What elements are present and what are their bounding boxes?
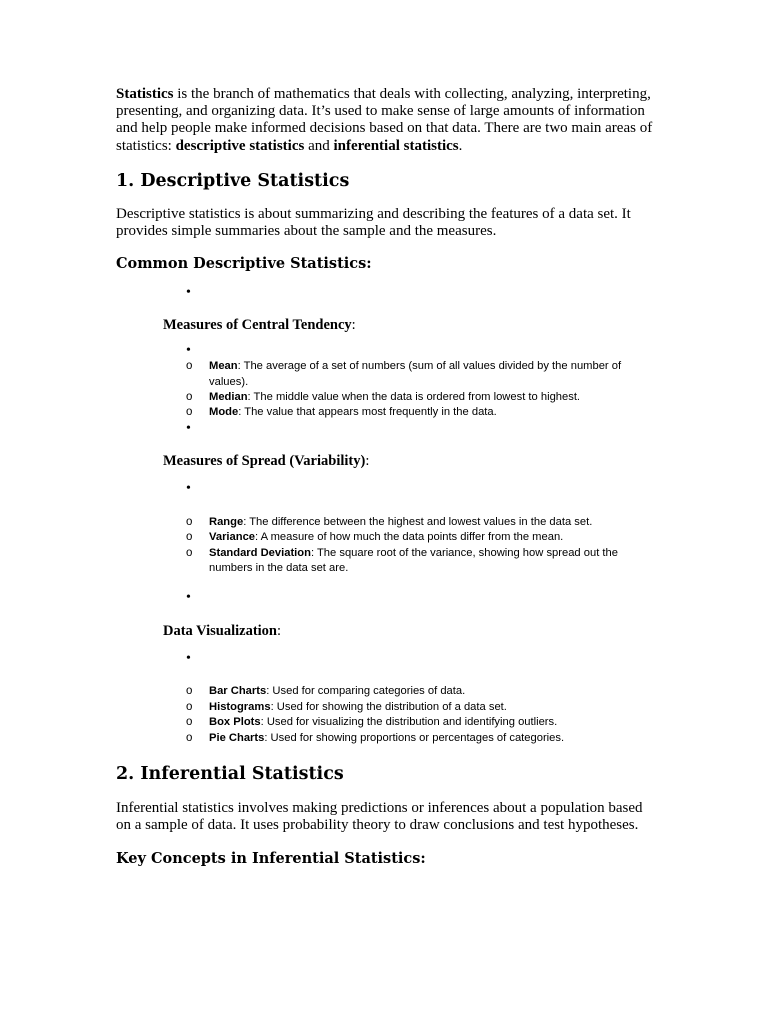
list-item [186, 390, 656, 405]
sub-bullet-glyph: o [186, 685, 193, 698]
list-item-term: Bar Charts [209, 685, 267, 698]
bullet-glyph: • [186, 343, 191, 359]
intro-text: is the branch of mathematics that deals with collecting, analyzing, interpreting, presenting, and organizing data. It’s used to make sense of large amounts of information and help people make informed decisions based on that data. There are two main areas of statistics: [116, 86, 653, 154]
sub-bullet-glyph: o [186, 546, 193, 559]
central-tendency-list [186, 359, 656, 421]
spread-list [186, 515, 656, 577]
bullet-empty [186, 343, 656, 360]
bullet-glyph: • [186, 285, 191, 301]
section1-paragraph: Descriptive statistics is about summarizing and describing the features of a data set. It provides simple summaries about the sample and the measures. [116, 205, 631, 240]
bullet-empty [186, 480, 656, 498]
intro-and: and [304, 137, 334, 154]
spread-title: Measures of Spread (Variability) [163, 452, 366, 469]
visualization-heading [163, 622, 656, 640]
bullet-glyph: • [186, 651, 191, 667]
list-item [186, 731, 656, 746]
list-item-desc: : Used for showing the distribution of a data set. [270, 700, 507, 713]
sub-bullet-glyph: o [186, 716, 193, 729]
bullet-empty [186, 285, 656, 302]
intro-paragraph [116, 86, 656, 155]
list-item [186, 546, 656, 577]
section1-subheading: Common Descriptive Statistics: [116, 255, 372, 273]
central-colon: : [351, 317, 356, 334]
section2-heading: 2. Inferential Statistics [116, 764, 344, 785]
sub-bullet-glyph: o [186, 391, 193, 404]
bullet-glyph: • [186, 480, 191, 496]
list-item-desc: : The average of a set of numbers (sum of all values divided by the number of values). [209, 360, 622, 388]
list-item-term: Median [209, 391, 248, 404]
list-item-desc: : The difference between the highest and lowest values in the data set. [243, 515, 593, 528]
list-item [186, 359, 656, 390]
list-item-term: Mode [209, 406, 239, 419]
intro-bold-inferential: inferential statistics [333, 137, 459, 154]
bullet-empty [186, 590, 656, 607]
bullet-glyph: • [186, 590, 191, 606]
sub-bullet-glyph: o [186, 531, 193, 544]
spread-colon: : [365, 452, 370, 469]
list-item-term: Mean [209, 360, 238, 373]
visualization-title: Data Visualization [163, 623, 277, 640]
central-tendency-title: Measures of Central Tendency [163, 317, 352, 334]
visualization-list [186, 684, 656, 746]
list-item-term: Histograms [209, 700, 271, 713]
list-item [186, 530, 656, 545]
bullet-glyph: • [186, 420, 191, 436]
list-item-term: Range [209, 515, 244, 528]
document-page [116, 86, 656, 869]
intro-end: . [458, 137, 463, 154]
sub-bullet-glyph: o [186, 360, 193, 373]
list-item-desc: : Used for showing proportions or percentages of categories. [264, 731, 565, 744]
list-item-desc: : Used for visualizing the distribution and identifying outliers. [260, 716, 558, 729]
section1-heading: 1. Descriptive Statistics [116, 170, 350, 191]
section2-subheading: Key Concepts in Inferential Statistics: [116, 849, 426, 867]
sub-bullet-glyph: o [186, 731, 193, 744]
intro-term: Statistics [116, 86, 174, 102]
list-item-desc: : A measure of how much the data points differ from the mean. [255, 531, 564, 544]
list-item-term: Standard Deviation [209, 546, 311, 559]
list-item [186, 700, 656, 715]
list-item-desc: : Used for comparing categories of data. [266, 685, 466, 698]
bullet-empty [186, 651, 656, 668]
sub-bullet-glyph: o [186, 700, 193, 713]
list-item-term: Pie Charts [209, 731, 265, 744]
list-item-desc: : The value that appears most frequently in the data. [238, 406, 497, 419]
sub-bullet-glyph: o [186, 406, 193, 419]
sub-bullet-glyph: o [186, 515, 193, 528]
list-item-desc: : The square root of the variance, showing how spread out the numbers in the data set are. [209, 546, 618, 575]
list-item-term: Variance [209, 531, 256, 544]
list-item-term: Box Plots [209, 716, 261, 729]
intro-bold-descriptive: descriptive statistics [175, 137, 305, 154]
visualization-colon: : [277, 623, 282, 640]
list-item [186, 515, 656, 530]
list-item-desc: : The middle value when the data is ordered from lowest to highest. [247, 391, 581, 404]
bullet-empty [186, 420, 656, 438]
spread-heading [163, 452, 656, 470]
list-item [186, 684, 656, 699]
list-item [186, 405, 656, 420]
list-item [186, 715, 656, 730]
section2-paragraph: Inferential statistics involves making predictions or inferences about a population based on a sample of data. It uses probability theory to draw conclusions and test hypotheses. [116, 800, 643, 834]
central-tendency-heading [163, 316, 656, 334]
